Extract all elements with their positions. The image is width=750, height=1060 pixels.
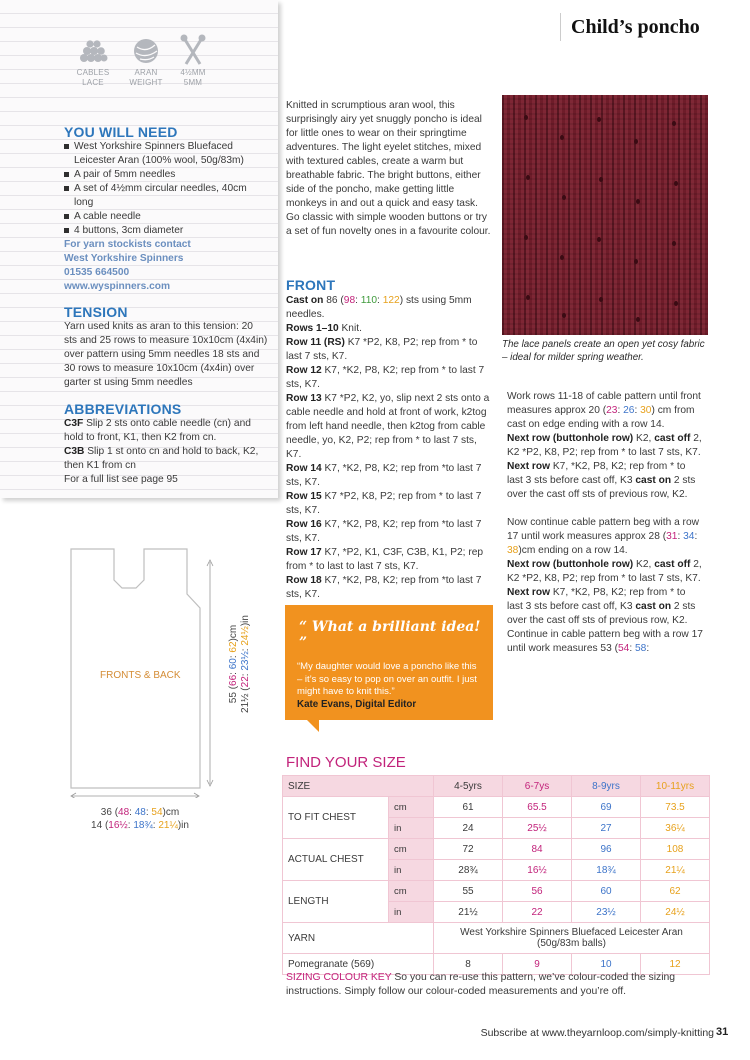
cell: 72 (434, 839, 503, 860)
needles-icon (178, 34, 208, 66)
subscribe-link[interactable]: Subscribe at www.theyarnloop.com/simply-knitting (480, 1027, 714, 1039)
horizontal-cm: 36 (48: 48: 54)cm (100, 807, 180, 818)
buttonhole-row-2: Next row (buttonhole row) K2, cast off 2, K2 *P2, K8, P2; rep from * to last 7 sts, K7. (507, 559, 702, 584)
cell: 60 (572, 881, 641, 902)
cell: 12 (641, 954, 710, 975)
find-your-size-heading: FIND YOUR SIZE (286, 754, 406, 771)
page-number: 31 (716, 1026, 729, 1038)
stockist-info: For yarn stockists contact West Yorkshire Spinners 01535 664500 www.wyspinners.com (64, 239, 191, 292)
material-item: A cable needle (64, 210, 264, 224)
cell: 27 (572, 818, 641, 839)
size-col-3: 8-9yrs (572, 776, 641, 797)
table-row (283, 797, 710, 818)
right-column-instructions (507, 390, 703, 656)
row-instruction: Rows 1–10 Knit. (286, 323, 362, 334)
continue-paragraph: Now continue cable pattern beg with a row 17 until work measures approx 28 (31: 34: 38)cm ending on a row 14. (507, 517, 699, 556)
cell: 28¾ (434, 860, 503, 881)
table-row (283, 839, 710, 860)
colour-label: Pomegranate (569) (283, 954, 434, 975)
cast-on-line: Cast on 86 (98: 110: 122) sts using 5mm needles. (286, 295, 472, 320)
table-row (283, 881, 710, 902)
cell: 16½ (503, 860, 572, 881)
cables-caption-1: CABLES (76, 68, 110, 77)
material-item: A set of 4½mm circular needles, 40cm long (64, 182, 264, 210)
poncho-fabric-photo (502, 95, 708, 335)
row-label: LENGTH (283, 881, 389, 923)
schematic-label: FRONTS & BACK (100, 670, 181, 681)
work-rows-paragraph: Work rows 11-18 of cable pattern until front measures approx 20 (23: 26: 30) cm from cast on edge ending with a row 14. (507, 391, 701, 430)
material-item: 4 buttons, 3cm diameter (64, 224, 264, 238)
intro-paragraph: Knitted in scrumptious aran wool, this surprisingly airy yet snuggly poncho is ideal for little ones to wear on their springtime adventures. The light eyelet stitches, mixed with textured cables, create a warm but breathable fabric. The bright buttons, either side of the poncho, make getting little monkeys in and out a quick and easy task. Go classic with simple wooden buttons or try a set of fun novelty ones in a favourite colour. (286, 100, 491, 237)
size-col-1: 4-5yrs (434, 776, 503, 797)
horizontal-in: 14 (16½: 18¾: 21¼)in (91, 820, 189, 831)
cell: 96 (572, 839, 641, 860)
aran-caption-2: WEIGHT (129, 78, 163, 87)
continue-cable-paragraph: Continue in cable pattern beg with a row 17 until work measures 53 (54: 58: (507, 629, 703, 654)
quote-title: “ What a brilliant idea! ” (299, 619, 481, 651)
cell: 8 (434, 954, 503, 975)
size-col-4: 10-11yrs (641, 776, 710, 797)
unit-cm: cm (389, 881, 434, 902)
left-info-panel (0, 0, 278, 498)
materials-list (64, 140, 264, 294)
size-table-wrap (282, 775, 710, 975)
photo-caption: The lace panels create an open yet cosy fabric – ideal for milder spring weather. (502, 339, 705, 363)
buttonhole-row-1: Next row (buttonhole row) K2, cast off 2, K2 *P2, K8, P2; rep from * to last 7 sts, K7. (507, 433, 702, 458)
row-instruction: Row 12 K7, *K2, P8, K2; rep from * to last 7 sts, K7. (286, 365, 485, 390)
cables-lace-icon (78, 36, 108, 66)
cell: 73.5 (641, 797, 710, 818)
quote-text: “My daughter would love a poncho like this – it’s so easy to pop on over an outfit. I just might have to knit this.” (297, 661, 477, 697)
cell: 62 (641, 881, 710, 902)
cell: 69 (572, 797, 641, 818)
tension-heading: TENSION (64, 304, 128, 320)
cell: 61 (434, 797, 503, 818)
cell: 56 (503, 881, 572, 902)
tension-text: Yarn used knits as aran to this tension: 20 sts and 25 rows to measure 10x10cm (4x4in) over pattern using 5mm needles 18 sts and 30 rows to measure 10x10cm (4x4in) over garter st using 5mm needles (64, 321, 268, 388)
page-title: Child’s poncho (560, 13, 750, 41)
cell: 108 (641, 839, 710, 860)
colour-key (286, 971, 714, 999)
front-instructions (286, 294, 492, 602)
row-instruction: Row 17 K7, *P2, K1, C3F, C3B, K1, P2; rep from * to last to last 7 sts, K7. (286, 547, 484, 572)
needles-caption-1: 4½MM (180, 68, 206, 77)
row-instruction: Row 13 K7 *P2, K2, yo, slip next 2 sts onto a cable needle and hold at front of work, k2tog from left hand needle, then k2tog from cable needle, yo, K2, P2; rep from * to last 7 sts, K7. (286, 393, 490, 460)
size-table (282, 775, 710, 975)
quote-author: Kate Evans, Digital Editor (297, 698, 417, 710)
cell: 10 (572, 954, 641, 975)
abbreviations-footer: For a full list see page 95 (64, 474, 178, 485)
cell: 21½ (434, 902, 503, 923)
row-instruction: Row 11 (RS) K7 *P2, K8, P2; rep from * to last 7 sts, K7. (286, 337, 478, 362)
needles-icon-group (178, 34, 208, 71)
cell: 18¾ (572, 860, 641, 881)
schematic-horizontal-measure (60, 806, 220, 832)
cables-caption-2: LACE (82, 78, 104, 87)
cables-lace-icon-group (78, 36, 110, 71)
row-instruction: Row 18 K7, *K2, P8, K2; rep from *to last 7 sts, K7. (286, 575, 482, 600)
needles-caption-2: 5MM (183, 78, 203, 87)
abbreviations-heading: ABBREVIATIONS (64, 401, 182, 417)
cell: 36¼ (641, 818, 710, 839)
row-instruction: Row 15 K7 *P2, K8, P2; rep from * to last 7 sts, K7. (286, 491, 482, 516)
cell: 22 (503, 902, 572, 923)
cell: 24 (434, 818, 503, 839)
cell: 84 (503, 839, 572, 860)
row-label: ACTUAL CHEST (283, 839, 389, 881)
size-header: SIZE (283, 776, 434, 797)
colour-key-label: SIZING COLOUR KEY (286, 972, 392, 983)
vertical-in: 21½ (22: 23½: 24½)in (240, 615, 251, 713)
table-row (283, 776, 710, 797)
aran-weight-icon-group (132, 37, 160, 70)
aran-caption-1: ARAN (134, 68, 158, 77)
cell: 24½ (641, 902, 710, 923)
abbreviation-c3b: C3B Slip 1 st onto cn and hold to back, K2, then K1 from cn (64, 446, 259, 471)
unit-in: in (389, 818, 434, 839)
vertical-cm: 55 (66: 60: 62)cm (228, 624, 239, 704)
row-instruction: Row 14 K7, *K2, P8, K2; rep from *to last 7 sts, K7. (286, 463, 482, 488)
you-will-need-heading: YOU WILL NEED (64, 124, 178, 140)
table-row (283, 923, 710, 954)
material-item: A pair of 5mm needles (64, 168, 264, 182)
schematic-vertical-measure (228, 615, 252, 713)
unit-cm: cm (389, 839, 434, 860)
cell: 9 (503, 954, 572, 975)
yarn-value: West Yorkshire Spinners Bluefaced Leicester Aran (50g/83m balls) (434, 923, 710, 954)
aran-weight-icon (132, 37, 160, 65)
row-label: TO FIT CHEST (283, 797, 389, 839)
cell: 65.5 (503, 797, 572, 818)
cell: 23½ (572, 902, 641, 923)
cell: 55 (434, 881, 503, 902)
size-col-2: 6-7ys (503, 776, 572, 797)
abbreviations-list (64, 417, 268, 487)
material-item: West Yorkshire Spinners Bluefaced Leicester Aran (100% wool, 50g/83m) (64, 140, 264, 168)
editor-quote-box (285, 605, 493, 720)
unit-in: in (389, 902, 434, 923)
row-instruction: Row 16 K7, *K2, P8, K2; rep from *to last 7 sts, K7. (286, 519, 482, 544)
next-row-1: Next row K7, *K2, P8, K2; rep from * to last 3 sts before cast off, K3 cast on 2 sts over the cast off sts of previous row, K2. (507, 461, 696, 500)
front-heading: FRONT (286, 277, 336, 293)
cell: 21¼ (641, 860, 710, 881)
next-row-2: Next row K7, *K2, P8, K2; rep from * to last 3 sts before cast off, K3 cast on 2 sts over the cast off sts of previous row, K2. (507, 587, 696, 626)
colour-key-text: So you can re-use this pattern, we’ve colour-coded the sizing instructions. Simply follow our colour-coded measurements and you’re off. (286, 972, 676, 997)
yarn-label: YARN (283, 923, 434, 954)
cell: 25½ (503, 818, 572, 839)
unit-cm: cm (389, 797, 434, 818)
unit-in: in (389, 860, 434, 881)
abbreviation-c3f: C3F Slip 2 sts onto cable needle (cn) and hold to front, K1, then K2 from cn. (64, 418, 251, 443)
